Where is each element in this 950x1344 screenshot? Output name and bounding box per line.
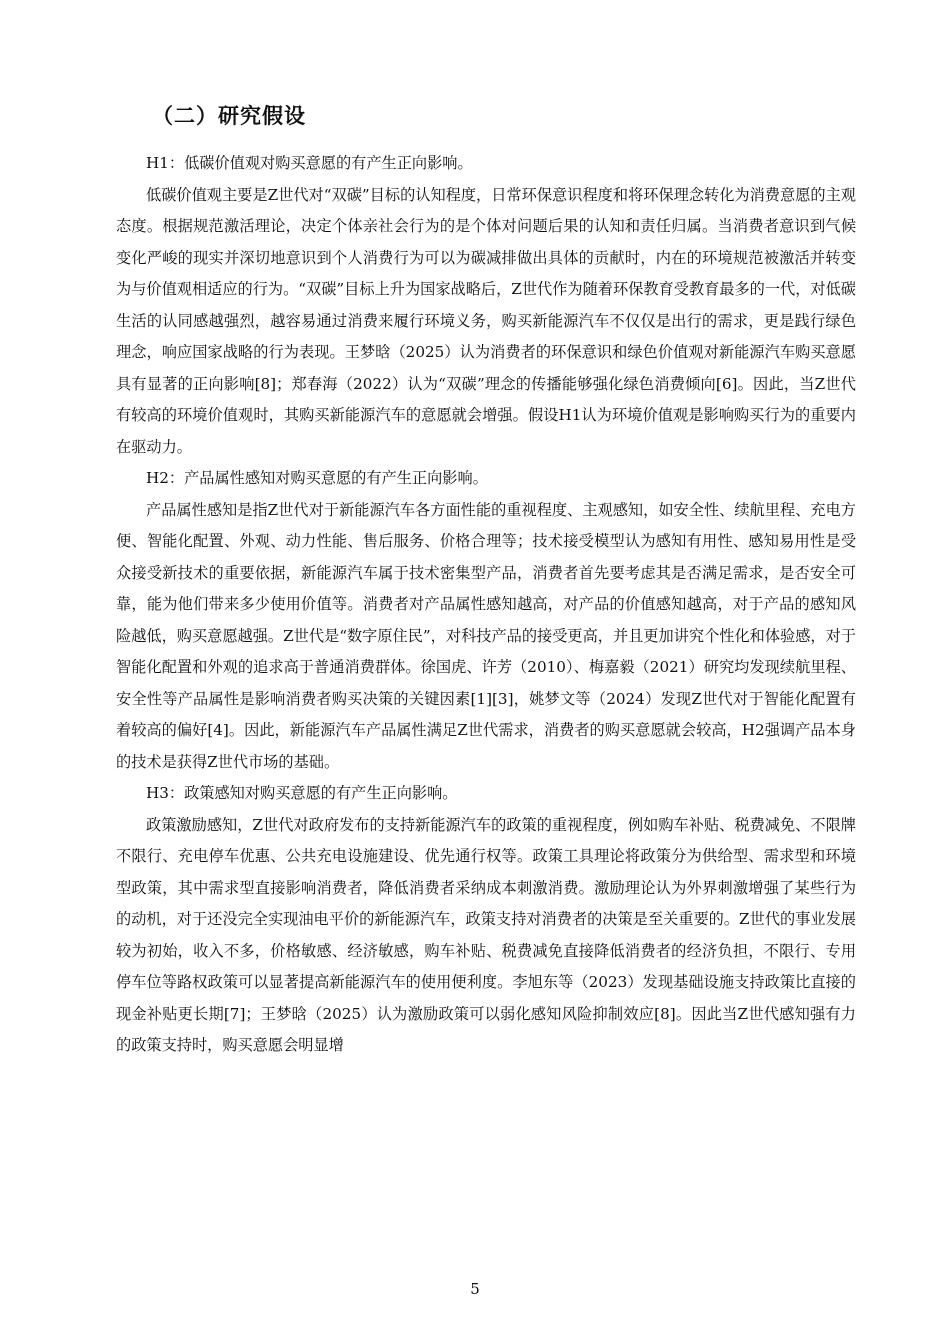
paragraph-h1-explanation: 低碳价值观主要是Z世代对“双碳”目标的认知程度，日常环保意识程度和将环保理念转化为消费意愿的主观态度。根据规范激活理论，决定个体亲社会行为的是个体对问题后果的认知和责任归属。当消费者意识到气候变化严峻的现实并深切地意识到个人消费行为可以为碳减排做出具体的贡献时，内在的环境规范被激活并转变为与价值观相适应的行为。“双碳”目标上升为国家战略后，Z世代作为随着环保教育受教育最多的一代，对低碳生活的认同感越强烈，越容易通过消费来履行环境义务，购买新能源汽车不仅仅是出行的需求，更是践行绿色理念，响应国家战略的行为表现。王梦晗（2025）认为消费者的环保意识和绿色价值观对新能源汽车购买意愿具有显著的正向影响[8]；郑春海（2022）认为“双碳”理念的传播能够强化绿色消费倾向[6]。因此，当Z世代有较高的环境价值观时，其购买新能源汽车的意愿就会增强。假设H1认为环境价值观是影响购买行为的重要内在驱动力。 bbox=[116, 185, 856, 456]
paragraph-h2-explanation: 产品属性感知是指Z世代对于新能源汽车各方面性能的重视程度、主观感知，如安全性、续航里程、充电方便、智能化配置、外观、动力性能、售后服务、价格合理等；技术接受模型认为感知有用性、感知易用性是受众接受新技术的重要依据，新能源汽车属于技术密集型产品，消费者首先要考虑其是否满足需求，是否安全可靠，能为他们带来多少使用价值等。消费者对产品属性感知越高，对产品的价值感知越高，对于产品的感知风险越低，购买意愿越强。Z世代是“数字原住民”，对科技产品的接受更高，并且更加讲究个性化和体验感，对于智能化配置和外观的追求高于普通消费群体。徐国虎、许芳（2010）、梅嘉毅（2021）研究均发现续航里程、安全性等产品属性是影响消费者购买决策的关键因素[1][3]，姚梦文等（2024）发现Z世代对于智能化配置有着较高的偏好[4]。因此，新能源汽车产品属性满足Z世代需求，消费者的购买意愿就会较高，H2强调产品本身的技术是获得Z世代市场的基础。 bbox=[116, 500, 856, 771]
hypothesis-h2: H2：产品属性感知对购买意愿的有产生正向影响。 bbox=[146, 469, 488, 487]
section-heading: （二）研究假设 bbox=[152, 104, 306, 128]
body-text bbox=[116, 148, 856, 1062]
hypothesis-h1: H1：低碳价值观对购买意愿的有产生正向影响。 bbox=[146, 154, 473, 172]
hypothesis-h3: H3：政策感知对购买意愿的有产生正向影响。 bbox=[146, 784, 458, 802]
page-number: 5 bbox=[470, 1280, 480, 1298]
paragraph-h3-explanation: 政策激励感知，Z世代对政府发布的支持新能源汽车的政策的重视程度，例如购车补贴、税费减免、不限牌不限行、充电停车优惠、公共充电设施建设、优先通行权等。政策工具理论将政策分为供给型、需求型和环境型政策，其中需求型直接影响消费者，降低消费者采纳成本刺激消费。激励理论认为外界刺激增强了某些行为的动机，对于还没完全实现油电平价的新能源汽车，政策支持对消费者的决策是至关重要的。Z世代的事业发展较为初始，收入不多，价格敏感、经济敏感，购车补贴、税费减免直接降低消费者的经济负担，不限行、专用停车位等路权政策可以显著提高新能源汽车的使用便利度。李旭东等（2023）发现基础设施支持政策比直接的现金补贴更长期[7]；王梦晗（2025）认为激励政策可以弱化感知风险抑制效应[8]。因此当Z世代感知强有力的政策支持时，购买意愿会明显增 bbox=[116, 815, 856, 1054]
